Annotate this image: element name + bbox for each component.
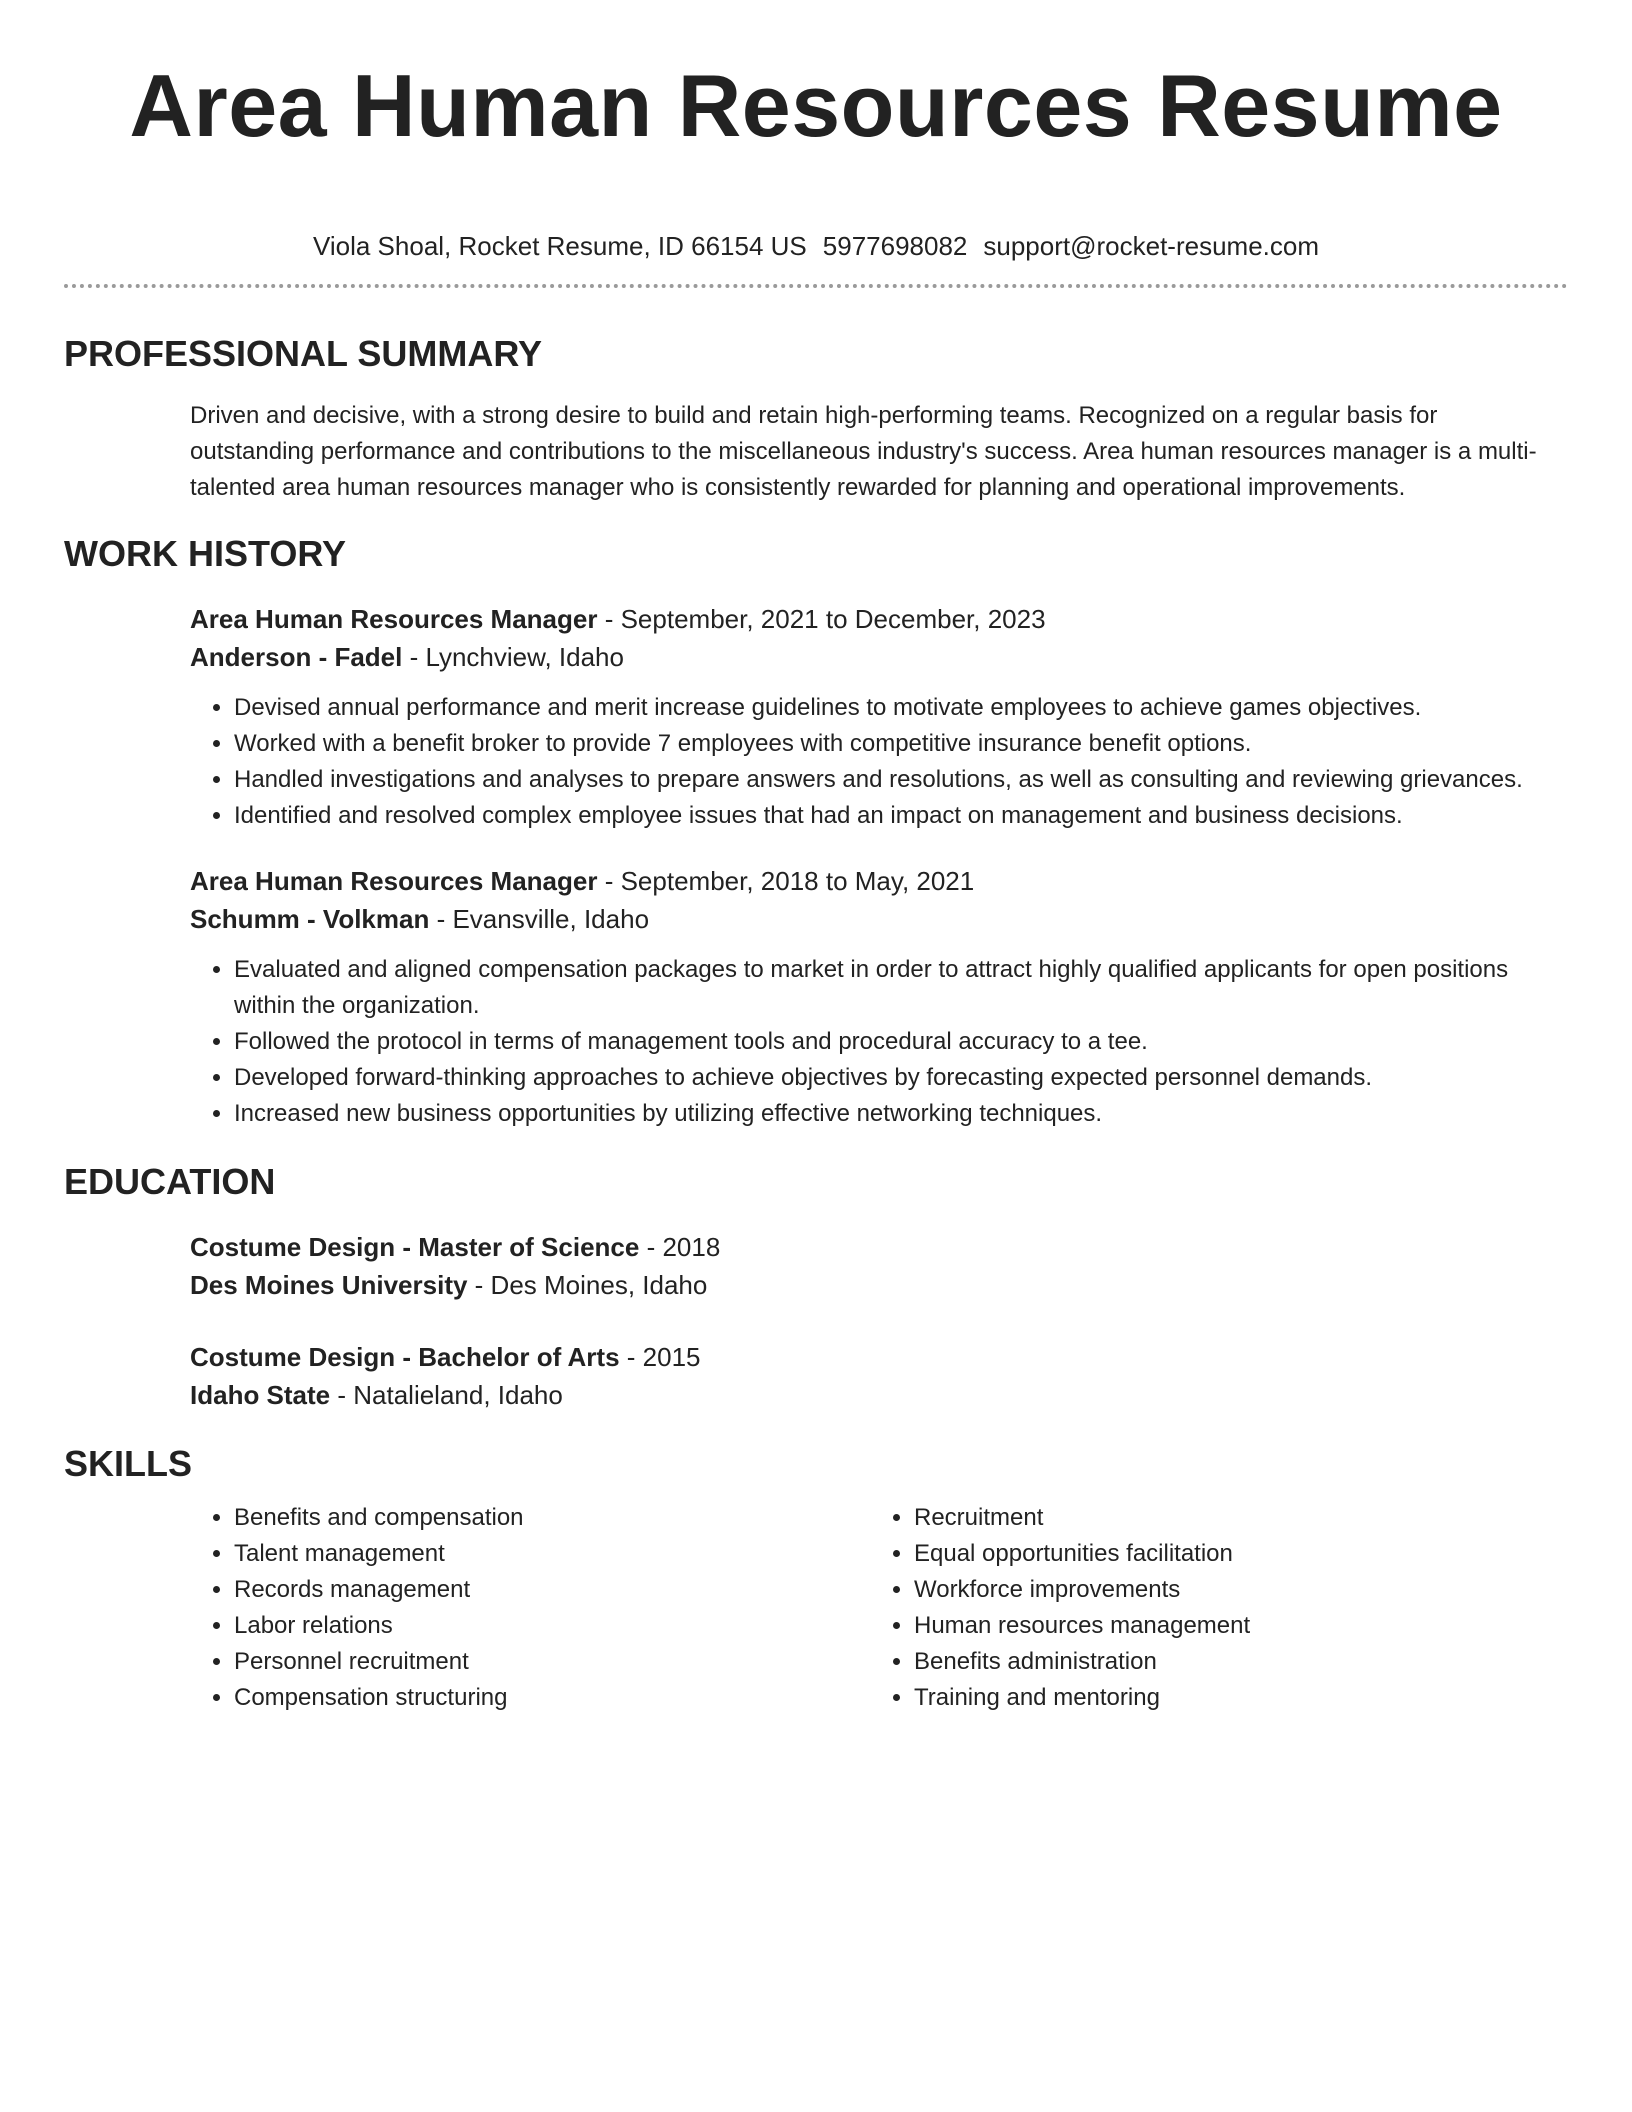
contact-line (64, 230, 1568, 262)
skill-item: • Human resources management (914, 1608, 1550, 1644)
job-bullet: • Developed forward-thinking approaches to achieve objectives by forecasting expected personnel demands. (234, 1060, 1568, 1096)
job-company-line (190, 900, 1568, 938)
skill-item: • Benefits administration (914, 1644, 1550, 1680)
job-bullet: • Identified and resolved complex employee issues that had an impact on management and business decisions. (234, 798, 1568, 834)
skill-item: • Records management (234, 1572, 870, 1608)
education-degree-line (190, 1228, 1568, 1266)
education-degree-line (190, 1338, 1568, 1376)
job-bullets (190, 690, 1568, 834)
job-entry-1 (190, 600, 1568, 834)
job-company: Schumm - Volkman (190, 904, 430, 934)
summary-heading: PROFESSIONAL SUMMARY (64, 333, 543, 374)
job-bullet: • Evaluated and aligned compensation packages to market in order to attract highly qualified applicants for open positions within the organization. (234, 952, 1568, 1024)
job-bullet: • Handled investigations and analyses to prepare answers and resolutions, as well as consulting and reviewing grievances. (234, 762, 1568, 798)
education-heading: EDUCATION (64, 1161, 276, 1202)
job-bullet: • Worked with a benefit broker to provide 7 employees with competitive insurance benefit options. (234, 726, 1568, 762)
job-company-line (190, 638, 1568, 676)
job-title: Area Human Resources Manager (190, 866, 598, 896)
header-divider (64, 284, 1568, 288)
work-history-heading: WORK HISTORY (64, 533, 347, 574)
job-bullets (190, 952, 1568, 1132)
skills-column-left (190, 1500, 870, 1716)
job-dates: - September, 2021 to December, 2023 (597, 604, 1046, 634)
skills-heading: SKILLS (64, 1443, 193, 1484)
job-bullet: • Devised annual performance and merit increase guidelines to motivate employees to achieve games objectives. (234, 690, 1568, 726)
skills-list (190, 1500, 1568, 1716)
job-bullet: • Increased new business opportunities by utilizing effective networking techniques. (234, 1096, 1568, 1132)
contact-address: Viola Shoal, Rocket Resume, ID 66154 US (312, 231, 807, 261)
skill-item: • Training and mentoring (914, 1680, 1550, 1716)
job-bullet: • Followed the protocol in terms of management tools and procedural accuracy to a tee. (234, 1024, 1568, 1060)
skill-item: • Recruitment (914, 1500, 1550, 1536)
summary-text: Driven and decisive, with a strong desire to build and retain high-performing teams. Recognized on a regular basis for outstanding performance and contributions to the miscellaneous industry's success. Area human resources manager is a multi-talented area human resources manager who is consistently rewarded for planning and operational improvements. (190, 402, 1537, 501)
contact-phone: 5977698082 (822, 231, 968, 261)
job-entry-2 (190, 862, 1568, 1132)
skill-item: • Workforce improvements (914, 1572, 1550, 1608)
job-title-line (190, 600, 1568, 638)
skill-item: • Labor relations (234, 1608, 870, 1644)
skill-item: • Benefits and compensation (234, 1500, 870, 1536)
job-dates: - September, 2018 to May, 2021 (597, 866, 975, 896)
education-school: Des Moines University (190, 1270, 468, 1300)
skill-item: • Personnel recruitment (234, 1644, 870, 1680)
job-title: Area Human Resources Manager (190, 604, 598, 634)
education-location: - Natalieland, Idaho (330, 1380, 563, 1410)
skills-column-right (870, 1500, 1550, 1716)
education-school-line (190, 1266, 1568, 1304)
education-entry-2 (190, 1338, 1568, 1414)
contact-email: support@rocket-resume.com (983, 231, 1320, 261)
education-school: Idaho State (190, 1380, 331, 1410)
job-location: - Evansville, Idaho (429, 904, 650, 934)
skill-item: • Talent management (234, 1536, 870, 1572)
education-degree: Costume Design - Master of Science (190, 1232, 640, 1262)
job-location: - Lynchview, Idaho (402, 642, 624, 672)
skill-item: • Equal opportunities facilitation (914, 1536, 1550, 1572)
education-school-line (190, 1376, 1568, 1414)
education-year: - 2018 (639, 1232, 721, 1262)
education-degree: Costume Design - Bachelor of Arts (190, 1342, 620, 1372)
job-title-line (190, 862, 1568, 900)
resume-title: Area Human Resources Resume (129, 56, 1503, 155)
skill-item: • Compensation structuring (234, 1680, 870, 1716)
education-year: - 2015 (619, 1342, 701, 1372)
education-location: - Des Moines, Idaho (467, 1270, 708, 1300)
education-entry-1 (190, 1228, 1568, 1304)
job-company: Anderson - Fadel (190, 642, 403, 672)
